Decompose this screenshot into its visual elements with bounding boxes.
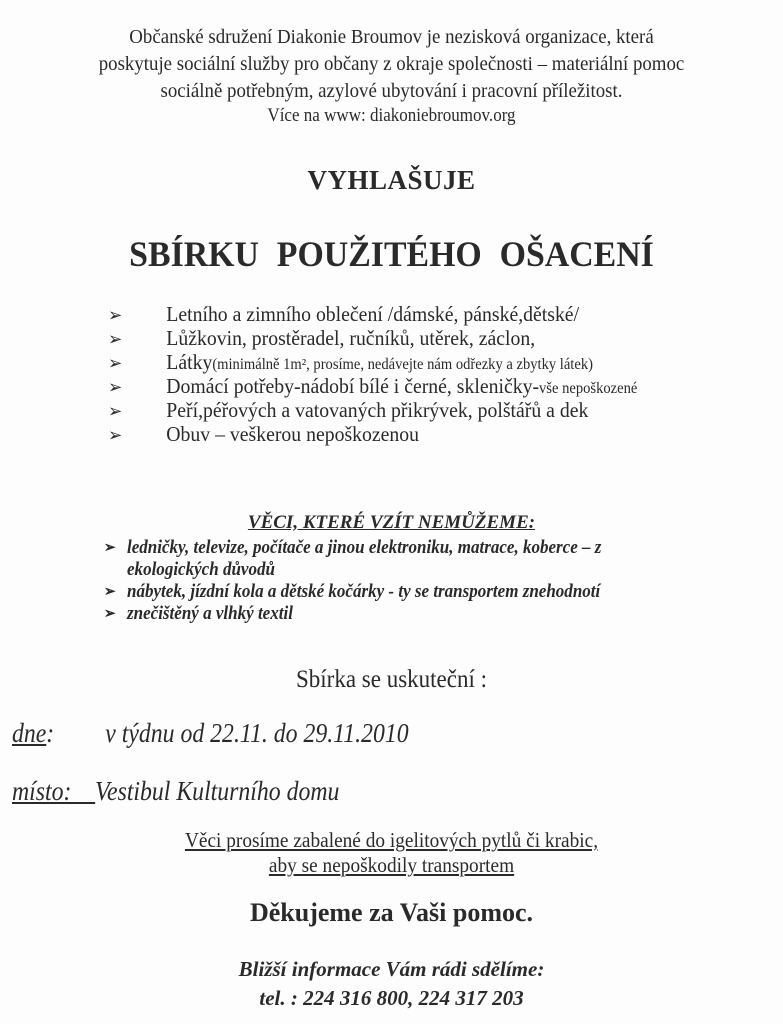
list-item <box>108 326 738 350</box>
thanks-text: Děkujeme za Vaši pomoc. <box>249 898 534 927</box>
item-text: Domácí potřeby-nádobí bílé i černé, skleničky- <box>166 374 540 398</box>
arrow-bullet-icon: ➢ <box>104 540 116 556</box>
accepted-items-list <box>108 302 778 446</box>
list-item <box>104 603 693 625</box>
place-value: Vestibul Kulturního domu <box>95 776 340 806</box>
packing-line: Věci prosíme zabalené do igelitových pytlů či krabic, <box>184 828 599 852</box>
arrow-bullet-icon: ➢ <box>108 377 123 397</box>
list-item <box>108 374 738 398</box>
list-item <box>108 398 738 422</box>
list-item <box>104 537 693 581</box>
intro-line: sociálně potřebným, azylové ubytování i pracovní příležitost. <box>160 80 623 102</box>
list-item <box>108 350 738 374</box>
date-row <box>12 718 409 749</box>
item-text: Peří,péřových a vatovaných přikrývek, polštářů a dek <box>166 398 589 422</box>
list-item <box>108 302 738 326</box>
arrow-bullet-icon: ➢ <box>108 305 123 325</box>
arrow-bullet-icon: ➢ <box>104 606 116 622</box>
website-text: Více na www: diakoniebroumov.org <box>267 106 516 126</box>
intro-line: poskytuje sociální služby pro občany z okraje společnosti – materiální pomoc <box>98 53 685 75</box>
arrow-bullet-icon: ➢ <box>108 425 123 445</box>
intro-paragraph <box>31 24 751 128</box>
event-heading: Sbírka se uskuteční : <box>295 666 487 693</box>
date-value: v týdnu od 22.11. do 29.11.2010 <box>105 718 409 748</box>
date-separator: : <box>46 718 55 748</box>
item-text: znečištěný a vlhký textil <box>127 604 293 624</box>
phone-numbers: tel. : 224 316 800, 224 317 203 <box>259 986 524 1010</box>
date-label: dne <box>12 718 47 748</box>
item-text: Obuv – veškerou nepoškozenou <box>166 422 420 446</box>
place-label: místo: <box>12 776 96 806</box>
list-item <box>108 422 738 446</box>
item-text: Lůžkovin, prostěradel, ručníků, utěrek, záclon, <box>166 326 536 350</box>
item-text: ledničky, televize, počítače a jinou elektroniku, matrace, koberce – z ekologických důvodů <box>127 538 602 580</box>
item-note: vše nepoškozené <box>539 380 638 397</box>
packing-note <box>31 828 751 878</box>
list-item <box>104 581 693 603</box>
arrow-bullet-icon: ➢ <box>108 353 123 373</box>
arrow-bullet-icon: ➢ <box>108 329 123 349</box>
rejected-heading: VĚCI, KTERÉ VZÍT NEMŮŽEME: <box>247 512 536 533</box>
page-title: SBÍRKU POUŽITÉHO OŠACENÍ <box>129 234 654 274</box>
packing-line: aby se nepoškodily transportem <box>268 853 515 877</box>
item-text: Látky <box>166 350 213 374</box>
item-note: (minimálně 1m², prosíme, nedávejte nám odřezky a zbytky látek) <box>212 356 593 373</box>
place-row <box>12 776 339 807</box>
announce-heading: VYHLAŠUJE <box>307 165 476 195</box>
arrow-bullet-icon: ➢ <box>104 584 116 600</box>
contact-line: Bližší informace Vám rádi sdělíme: <box>238 957 545 981</box>
item-text: Letního a zimního oblečení /dámské, pánské,dětské/ <box>166 302 580 326</box>
contact-info <box>0 955 783 1013</box>
arrow-bullet-icon: ➢ <box>108 401 123 421</box>
intro-line: Občanské sdružení Diakonie Broumov je nezisková organizace, která <box>129 26 654 48</box>
rejected-items-list <box>104 537 744 625</box>
item-text: nábytek, jízdní kola a dětské kočárky - ty se transportem znehodnotí <box>127 582 601 602</box>
